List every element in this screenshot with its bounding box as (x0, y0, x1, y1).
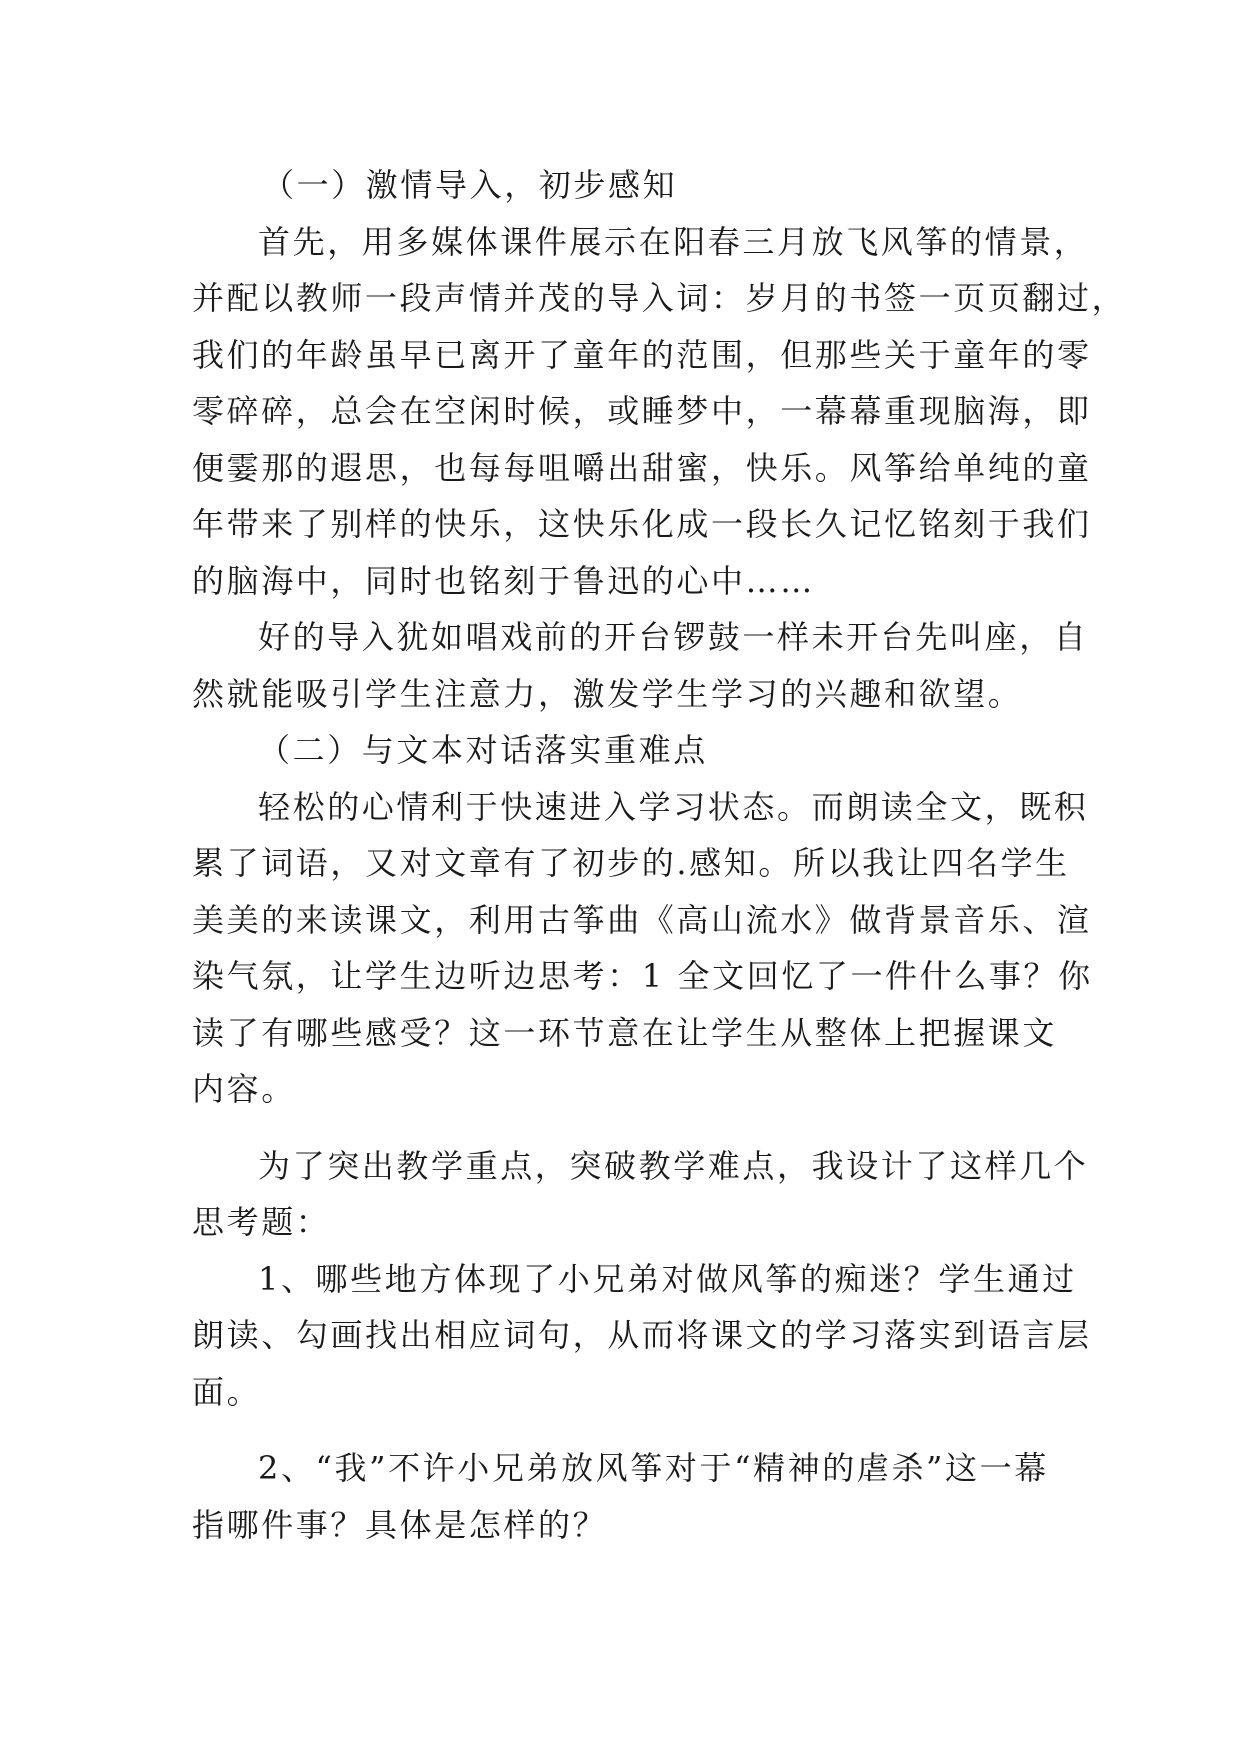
paragraph-line: 便霎那的遐思，也每每咀嚼出甜蜜，快乐。风筝给单纯的童 (192, 448, 1092, 487)
paragraph-line: 面。 (192, 1372, 262, 1411)
paragraph-line: 轻松的心情利于快速进入学习状态。而朗读全文，既积 (258, 787, 1089, 826)
section-heading: （一）激情导入，初步感知 (262, 166, 678, 204)
paragraph-line: 的脑海中，同时也铭刻于鲁迅的心中…… (192, 561, 815, 600)
paragraph-line: 为了突出教学重点，突破教学难点，我设计了这样几个 (258, 1146, 1089, 1185)
paragraph-line: 内容。 (192, 1070, 296, 1108)
paragraph-line: 1、哪些地方体现了小兄弟对做风筝的痴迷？学生通过 (258, 1259, 1077, 1298)
paragraph-line: 好的导入犹如唱戏前的开台锣鼓一样未开台先叫座，自 (258, 618, 1089, 656)
paragraph-line: 累了词语，又对文章有了初步的.感知。所以我让四名学生 (192, 844, 1070, 882)
paragraph-line: 读了有哪些感受？这一环节意在让学生从整体上把握课文 (192, 1013, 1058, 1052)
paragraph-line: 然就能吸引学生注意力，激发学生学习的兴趣和欲望。 (192, 674, 1023, 713)
paragraph-line: 年带来了别样的快乐，这快乐化成一段长久记忆铭刻于我们 (192, 505, 1092, 543)
document-body (192, 157, 1127, 1553)
paragraph-gap (192, 1420, 1092, 1440)
paragraph-line: 美美的来读课文，利用古筝曲《高山流水》做背景音乐、渲 (192, 900, 1092, 939)
paragraph-line: 2、“我”不许小兄弟放风筝对于“精神的虐杀”这一幕 (258, 1449, 1049, 1487)
paragraph-line: 我们的年龄虽早已离开了童年的范围，但那些关于童年的零 (192, 335, 1092, 374)
paragraph-line: 朗读、勾画找出相应词句，从而将课文的学习落实到语言层 (192, 1316, 1092, 1354)
paragraph-gap (192, 1118, 1092, 1138)
paragraph-line: 并配以教师一段声情并茂的导入词：岁月的书签一页页翻过， (192, 279, 1127, 317)
paragraph-line: 零碎碎，总会在空闲时候，或睡梦中，一幕幕重现脑海，即 (192, 392, 1092, 430)
paragraph-line: 指哪件事？具体是怎样的？ (192, 1505, 608, 1544)
section-heading: （二）与文本对话落实重难点 (258, 731, 708, 769)
paragraph-line: 思考题： (192, 1203, 331, 1241)
paragraph-line: 首先，用多媒体课件展示在阳春三月放飞风筝的情景， (258, 222, 1089, 261)
paragraph-line: 染气氛，让学生边听边思考：1 全文回忆了一件什么事？你 (192, 957, 1093, 995)
